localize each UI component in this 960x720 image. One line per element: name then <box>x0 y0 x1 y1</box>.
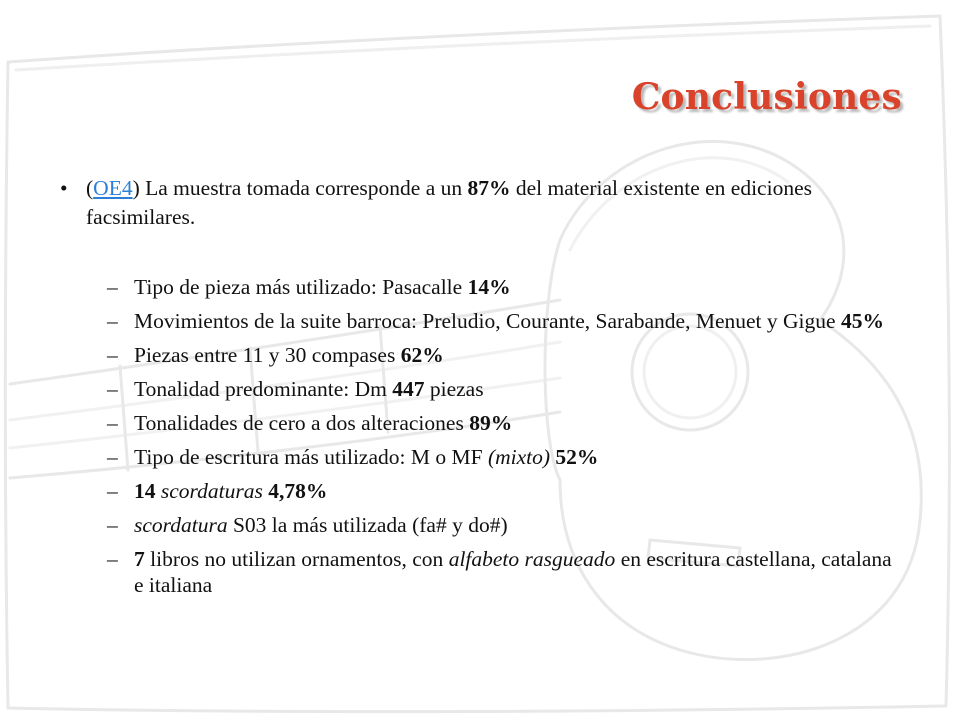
item-italic: (mixto) <box>487 445 551 469</box>
dash-marker: – <box>107 445 118 469</box>
dash-marker: – <box>107 411 118 435</box>
dash-marker: – <box>107 343 118 367</box>
sub-item-alteraciones <box>107 410 897 436</box>
sub-list <box>107 274 897 606</box>
dash-marker: – <box>107 513 118 537</box>
sub-item-ornamentos <box>107 546 897 598</box>
main-bullet-text <box>86 174 860 232</box>
item-value: 447 <box>392 377 425 401</box>
item-value: 4,78% <box>268 479 328 503</box>
sub-item-escritura <box>107 444 897 470</box>
bullet-dot: • <box>60 176 68 200</box>
oe4-link[interactable]: OE4 <box>93 176 133 200</box>
item-value: 45% <box>840 309 884 333</box>
item-text: Tonalidades de cero a dos alteraciones <box>134 411 470 435</box>
sub-item-scordatura-s03 <box>107 512 897 538</box>
item-italic: scordaturas <box>160 479 263 503</box>
sub-item-movimientos <box>107 308 897 334</box>
item-text: Piezas entre 11 y 30 compases <box>134 343 401 367</box>
dash-marker: – <box>107 479 118 503</box>
sub-item-tonalidad <box>107 376 897 402</box>
main-bullet <box>60 174 860 232</box>
dash-marker: – <box>107 275 118 299</box>
item-value: 7 <box>134 547 145 571</box>
item-italic: alfabeto rasgueado <box>448 547 616 571</box>
item-value: 14 <box>134 479 156 503</box>
dash-marker: – <box>107 547 118 571</box>
item-value: 14% <box>467 275 511 299</box>
item-value: 62% <box>400 343 444 367</box>
item-value: 52% <box>555 445 599 469</box>
main-percentage: 87% <box>467 176 511 200</box>
main-text-part2: del material existente en ediciones facsimilares. <box>86 176 812 229</box>
item-text: Tipo de pieza más utilizado: Pasacalle <box>134 275 468 299</box>
item-text: S03 la más utilizada (fa# y do#) <box>227 513 508 537</box>
item-text: Tonalidad predominante: Dm <box>134 377 393 401</box>
main-text-part1: ) La muestra tomada corresponde a un <box>132 176 468 200</box>
item-text: piezas <box>424 377 484 401</box>
item-text: Tipo de escritura más utilizado: M o MF <box>134 445 488 469</box>
paren-open: ( <box>86 176 94 200</box>
sub-item-piezas-compases <box>107 342 897 368</box>
item-italic: scordatura <box>134 513 228 537</box>
sub-item-tipo-pieza <box>107 274 897 300</box>
dash-marker: – <box>107 309 118 333</box>
item-text: Movimientos de la suite barroca: Preludio, Courante, Sarabande, Menuet y Gigue <box>134 309 841 333</box>
item-text: en escritura castellana, catalana e italiana <box>134 547 892 597</box>
sub-item-scordaturas <box>107 478 897 504</box>
slide-title: Conclusiones <box>631 76 902 118</box>
dash-marker: – <box>107 377 118 401</box>
item-text: libros no utilizan ornamentos, con <box>144 547 449 571</box>
item-value: 89% <box>469 411 513 435</box>
